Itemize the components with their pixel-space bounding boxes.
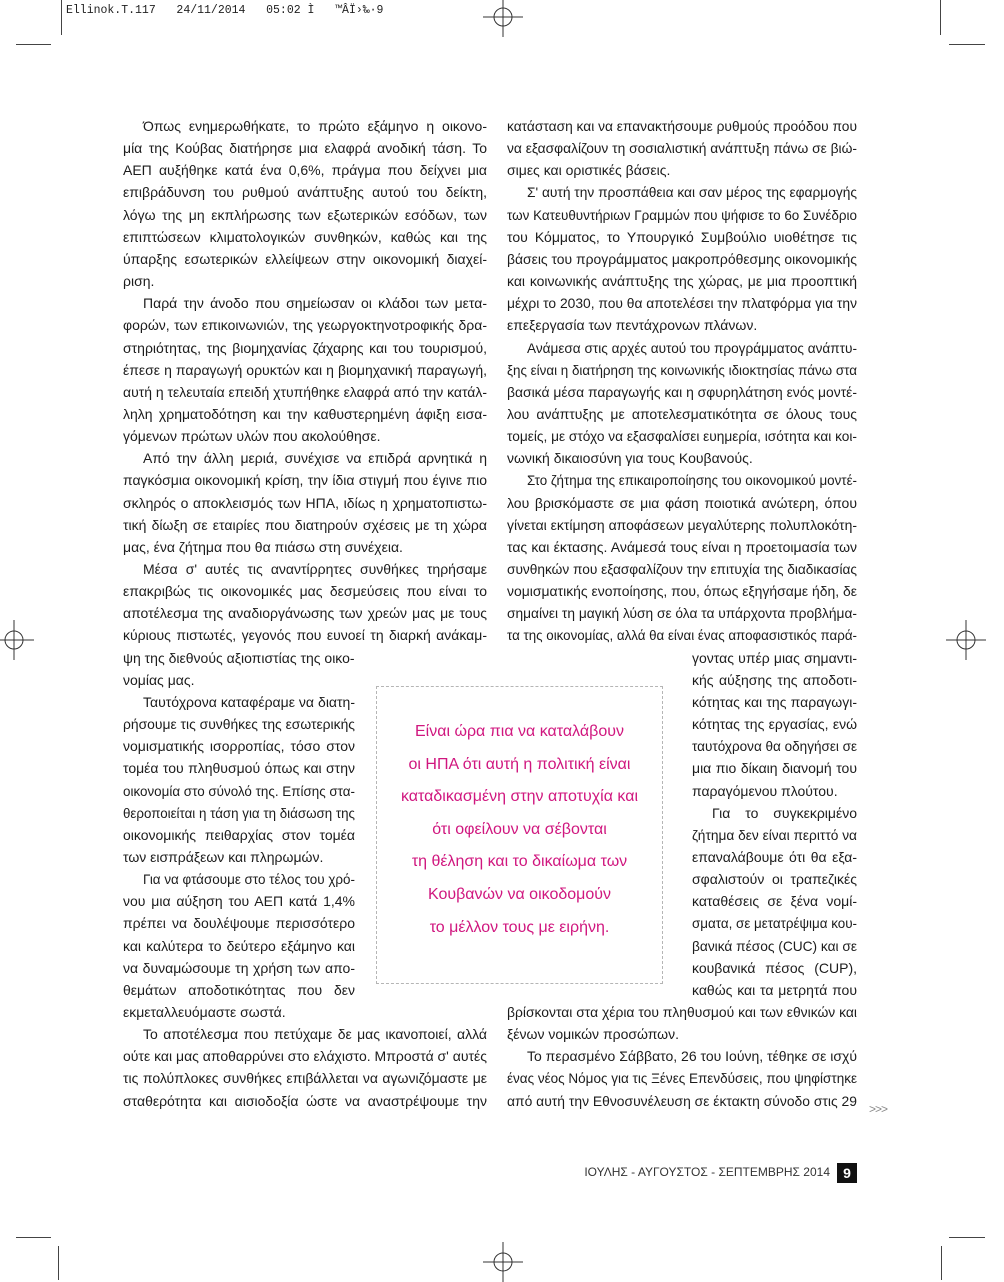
text-line: σφαλιστούν οι τραπεζικές: [692, 871, 857, 888]
pull-quote-line: ότι οφείλουν να σέβονται: [432, 820, 607, 838]
registration-mark-icon: [946, 620, 986, 660]
text-line: κότητας και της παραγωγι-: [692, 693, 857, 710]
text-line: πρέπει να δουλέψουμε περισσότερο: [123, 915, 355, 932]
text-line: παραγόμενου πλούτου.: [692, 782, 838, 799]
text-line: βασικά μέσα παραγωγής και η σφυρηλάτηση ενός μοντέ-: [507, 383, 857, 400]
text-line: γίνεται εκτίμηση αποφάσεων μεγαλύτερης πολυπλοκότη-: [507, 516, 857, 533]
text-line: επακριβώς τις οικονομικές μας δεσμεύσεις που είναι το: [123, 583, 487, 600]
text-line: οικονομικής πειθαρχίας στον τομέα: [123, 826, 355, 843]
text-line: Για το συγκεκριμένο: [712, 804, 857, 821]
text-line: ληλη χρηματοδότηση και την καθυστερημένη άφιξη εισα-: [123, 405, 487, 422]
page-number: 9: [837, 1163, 857, 1183]
crop-mark: [940, 0, 941, 35]
registration-mark-icon: [483, 1242, 523, 1282]
text-line: τα της οικονομίας, αλλά θα είναι ένας αποφασιστικός παρά-: [507, 627, 857, 644]
pull-quote-line: τη θέληση και το δικαίωμα των: [411, 853, 628, 871]
text-line: Όπως ενημερωθήκατε, το πρώτο εξάμηνο η οικονο-: [143, 118, 487, 134]
text-line: σημαίνει τη μαγική λύση σε όλα τα υπάρχοντα προβλήμα-: [507, 605, 857, 622]
text-line: ύπαρξης εσωτερικών ελλείψεων στην οικονομική διαχεί-: [123, 250, 487, 267]
print-slug: Ellinok.T.117 24/11/2014 05:02 Ì ™ÂÏ›‰·9: [66, 4, 384, 17]
text-line: ταυτόχρονα θα οδηγήσει σε: [692, 738, 857, 755]
text-line: ψη της διεθνούς αξιοπιστίας της οικο-: [123, 649, 355, 666]
pull-quote-line: οι ΗΠΑ ότι αυτή η πολιτική είναι: [408, 755, 631, 773]
crop-mark: [949, 44, 985, 45]
text-line: Για να φτάσουμε στο τέλος του χρό-: [143, 871, 355, 888]
text-line: επιπτώσεων κλιματολογικών συνθηκών, καθώς και της: [123, 228, 487, 245]
text-line: επιβράδυνση του ρυθμού ανάπτυξης αυτού του δείκτη,: [123, 184, 487, 201]
text-line: Από την άλλη μεριά, συνέχισε να επιδρά αρνητικά η: [143, 450, 487, 467]
text-line: λου βρισκόμαστε σε μια φάση ποιοτικά ανώτερη, όπου: [507, 494, 857, 511]
crop-mark: [16, 1237, 51, 1238]
text-line: μας, ένα ζήτημα που θα πιάσω στη συνέχεια.: [123, 538, 403, 555]
text-line: μία της Κούβας διατήρησε μια ελαφρά ανοδική τάση. Το: [123, 140, 487, 157]
text-line: τις πολύπλοκες συνθήκες επιβάλλεται να αγωνιζόμαστε με: [123, 1070, 487, 1087]
text-line: ριση.: [123, 273, 155, 290]
text-line: τομείς, με στόχο να εξασφαλίσει ευημερία, ισότητα και κοι-: [507, 428, 857, 445]
text-line: Παρά την άνοδο που σημείωσαν οι κλάδοι των μετα-: [143, 295, 487, 312]
text-line: σταθερότητα και αισιοδοξία ώστε να αναστρέψουμε την: [123, 1092, 487, 1109]
text-line: θεμάτων αποδοτικότητας που δεν: [123, 981, 355, 998]
registration-mark-icon: [0, 620, 34, 660]
registration-mark-icon: [483, 0, 523, 37]
text-line: καταθέσεις σε ξένα νομί-: [692, 893, 857, 910]
text-line: θεροποιείται η τάση για τη διάσωση της: [123, 804, 355, 821]
text-line: Μέσα σ' αυτές τις αναντίρρητες συνθήκες τηρήσαμε: [143, 561, 487, 577]
text-line: συνθηκών που εξασφαλίζουν την επιτυχία της διαδικασίας: [507, 561, 857, 577]
text-line: ζήτημα δεν είναι περιττό να: [692, 826, 857, 843]
text-line: των Κατευθυντήριων Γραμμών που ψήφισε το 6ο Συνέδριο: [507, 206, 857, 223]
text-line: ένας νέος Νόμος για τις Ξένες Επενδύσεις, που ψηφίστηκε: [507, 1070, 857, 1087]
text-line: ΑΕΠ αυξήθηκε κατά ένα 0,6%, πράγμα που δείχνει μια: [123, 162, 487, 179]
crop-mark: [941, 1246, 942, 1280]
text-line: γόμενων πρώτων υλών που ακολούθησε.: [123, 428, 381, 445]
text-line: επεξεργασία των πεντάχρονων πλάνων.: [507, 317, 758, 334]
text-line: παγκόσμια οικονομική κρίση, την ίδια στιγμή που έγινε πιο: [123, 472, 487, 489]
continued-marker: >>>: [869, 1102, 888, 1116]
text-line: Το αποτέλεσμα που πετύχαμε δε μας ικανοποιεί, αλλά: [143, 1026, 487, 1043]
crop-mark: [16, 44, 51, 45]
text-line: φορών, των επικοινωνιών, της γεωργοκτηνοτροφικής δρα-: [123, 317, 487, 334]
text-line: εκμεταλλευόμαστε σωστά.: [123, 1004, 286, 1020]
pull-quote-line: το μέλλον τους με ειρήνη.: [429, 918, 610, 936]
text-line: ρήσουμε τις συνθήκες της εσωτερικής: [123, 716, 355, 733]
text-line: αποτέλεσμα της αναδιοργάνωσης των χρεών μας με τους: [123, 605, 487, 622]
pull-quote-line: καταδικασμένη στην αποτυχία και: [400, 788, 639, 806]
text-line: γοντας υπέρ μιας σημαντι-: [692, 649, 857, 666]
text-line: λόγω της μη εκπλήρωσης των εξωτερικών εσόδων, των: [123, 206, 487, 223]
text-line: να εξασφαλίζουν τη σοσιαλιστική ανάπτυξη πάνω σε βιώ-: [507, 140, 857, 157]
text-line: σιμες και οριστικές βάσεις.: [507, 162, 671, 179]
text-line: να δυναμώσουμε τη χρήση των απο-: [123, 959, 355, 976]
text-line: ούτε και μας αποθαρρύνει στο ελάχιστο. Μπροστά σ' αυτές: [123, 1048, 487, 1065]
text-line: και καλύτερα το δεύτερο εξάμηνο και: [123, 937, 355, 954]
text-line: νου μια αύξηση του ΑΕΠ κατά 1,4%: [123, 893, 355, 910]
text-line: οικονομία στο σύνολό της. Επίσης στα-: [123, 782, 355, 799]
text-line: Στο ζήτημα της επικαιροποίησης του οικονομικού μοντέ-: [527, 472, 857, 489]
text-line: έπεσε η παραγωγή ορυκτών και η βιομηχανική παραγωγή,: [123, 361, 487, 378]
pull-quote-line: Κουβανών να οικοδομούν: [427, 886, 612, 903]
text-line: βρίσκονται στα χέρια του πληθυσμού και των εθνικών και: [507, 1004, 857, 1020]
text-line: επαναλάβουμε ότι θα εξα-: [692, 848, 857, 865]
pull-quote-line: Είναι ώρα πια να καταλάβουν: [414, 723, 624, 740]
text-line: κατάσταση και να επανακτήσουμε ρυθμούς προόδου που: [507, 118, 857, 134]
text-line: Το περασμένο Σάββατο, 26 του Ιούνη, τέθηκε σε ισχύ: [527, 1048, 857, 1065]
text-line: τομέα του πληθυσμού όπως και στην: [123, 760, 355, 777]
text-line: καθώς και τα μετρητά που: [692, 981, 857, 998]
text-line: λου ανάπτυξης με αποτελεσματικότητα σε όλους τους: [507, 405, 857, 422]
text-line: μέχρι το 2030, που θα αποτελέσει την πλατφόρμα για την: [507, 295, 857, 312]
text-line: νομισματικής ενοποίησης, που, όπως εξηγήσαμε ήδη, δε: [507, 583, 857, 600]
text-line: Ανάμεσα στις αρχές αυτού του προγράμματος ανάπτυ-: [527, 339, 857, 356]
text-line: βανικά πέσος (CUC) και σε: [692, 937, 857, 954]
text-line: μια πιο δίκαιη διανομή του: [692, 760, 857, 777]
text-line: Ταυτόχρονα καταφέραμε να διατη-: [143, 693, 355, 710]
text-line: βάσεις του προγράμματος μακροπρόθεσμης οικονομικής: [507, 250, 857, 267]
crop-mark: [949, 1237, 985, 1238]
text-line: νομίας μας.: [123, 671, 195, 688]
text-line: των εισπράξεων και πληρωμών.: [123, 848, 324, 865]
footer-issue: ΙΟΥΛΗΣ - ΑΥΓΟΥΣΤΟΣ - ΣΕΠΤΕΜΒΡΗΣ 2014: [584, 1165, 830, 1179]
text-line: αυτή η τελευταία επειδή χτυπήθηκε ελαφρά από την κατάλ-: [123, 383, 487, 400]
text-line: σκληρός ο αποκλεισμός των ΗΠΑ, ιδίως η χρηματοπιστω-: [123, 494, 487, 511]
text-line: νομισματικής ισορροπίας, τόσο στον: [123, 738, 355, 755]
crop-mark: [61, 0, 62, 35]
text-line: του Κόμματος, το Υπουργικό Συμβούλιο υιοθέτησε τις: [507, 228, 857, 245]
text-line: νωνική δικαιοσύνη για τους Κουβανούς.: [507, 450, 753, 467]
text-line: και κοινωνικής ανάπτυξης της χώρας, με μια προοπτική: [507, 273, 857, 290]
text-line: κουβανικά πέσος (CUP),: [692, 959, 857, 976]
text-line: τική δίωξη σε εταιρίες που διατηρούν σχέσεις με τη χώρα: [123, 516, 487, 533]
text-line: στηριότητας, της βιομηχανίας ζάχαρης και του τουρισμού,: [123, 339, 487, 356]
text-line: ξης είναι η διατήρηση της κοινωνικής ιδιοκτησίας πάνω στα: [507, 361, 857, 378]
crop-mark: [58, 1246, 59, 1280]
text-line: Σ' αυτή την προσπάθεια και σαν μέρος της εφαρμογής: [527, 184, 857, 201]
text-line: κότητας της εργασίας, ενώ: [692, 716, 857, 733]
text-line: από αυτή την Εθνοσυνέλευση σε έκτακτη σύνοδο στις 29: [507, 1092, 857, 1109]
text-line: ξένων νομικών προσώπων.: [507, 1026, 680, 1043]
text-line: κής αύξησης της αποδοτι-: [692, 671, 857, 688]
text-line: κύριους πιστωτές, γεγονός που ευνοεί τη διαρκή ανάκαμ-: [123, 627, 487, 644]
pull-quote: [376, 686, 663, 984]
text-line: σματα, σε μετατρέψιμα κου-: [692, 915, 857, 932]
text-line: τας και έκτασης. Ανάμεσά τους είναι η προετοιμασία των: [507, 538, 857, 555]
